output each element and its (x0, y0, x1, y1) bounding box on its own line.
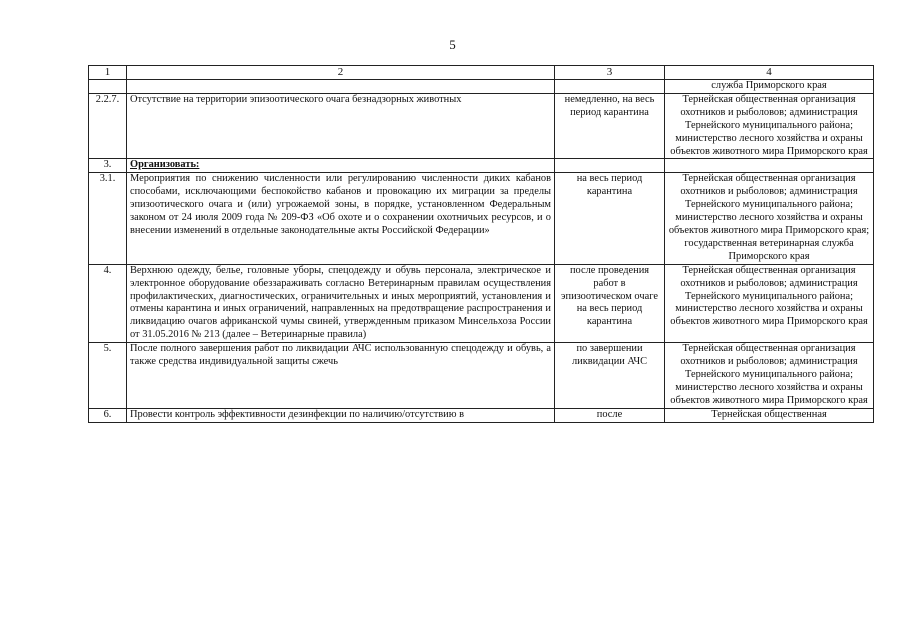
row-text: Провести контроль эффективности дезинфекции по наличию/отсутствию в (127, 408, 555, 422)
row-number (89, 80, 127, 94)
section-heading: Организовать: (127, 159, 555, 173)
row-responsible: Тернейская общественная организация охотников и рыболовов; администрация Тернейского муниципального района; министерство лесного хозяйства и охраны объектов животного мира Приморского края; государственная ветеринарная служба Приморского края (665, 173, 874, 264)
row-term (555, 80, 665, 94)
row-responsible (665, 159, 874, 173)
table-row (89, 343, 874, 409)
row-text (127, 80, 555, 94)
table-header-row (89, 66, 874, 80)
row-number: 2.2.7. (89, 93, 127, 159)
row-responsible: служба Приморского края (665, 80, 874, 94)
row-responsible: Тернейская общественная организация охотников и рыболовов; администрация Тернейского муниципального района; министерство лесного хозяйства и охраны объектов животного мира Приморского края (665, 264, 874, 342)
header-cell: 1 (89, 66, 127, 80)
table-row (89, 408, 874, 422)
table-row (89, 93, 874, 159)
row-text: После полного завершения работ по ликвидации АЧС использованную спецодежду и обувь, а также средства индивидуальной защиты сжечь (127, 343, 555, 409)
row-number: 3. (89, 159, 127, 173)
table-row (89, 159, 874, 173)
header-cell: 2 (127, 66, 555, 80)
row-number: 4. (89, 264, 127, 342)
measures-table (88, 65, 874, 423)
header-cell: 4 (665, 66, 874, 80)
row-responsible: Тернейская общественная (665, 408, 874, 422)
row-number: 6. (89, 408, 127, 422)
row-term: по завершении ликвидации АЧС (555, 343, 665, 409)
row-text: Отсутствие на территории эпизоотического очага безнадзорных животных (127, 93, 555, 159)
row-term: на весь период карантина (555, 173, 665, 264)
row-term: после (555, 408, 665, 422)
page-number: 5 (449, 37, 456, 52)
table-row (89, 264, 874, 342)
row-number: 3.1. (89, 173, 127, 264)
row-responsible: Тернейская общественная организация охотников и рыболовов; администрация Тернейского муниципального района; министерство лесного хозяйства и охраны объектов животного мира Приморского края (665, 93, 874, 159)
row-number: 5. (89, 343, 127, 409)
row-text: Верхнюю одежду, белье, головные уборы, спецодежду и обувь персонала, электрическое и электронное оборудование обеззараживать согласно Ветеринарным правилам осуществления профилактических, диагностических, ограничительных и иных мероприятий, установления и отмены карантина и иных ограничений, направленных на предотвращение распространения и ликвидацию очагов африканской чумы свиней, утвержденным приказом Минсельхоза России от 31.05.2016 № 213 (далее – Ветеринарные правила) (127, 264, 555, 342)
table-row (89, 80, 874, 94)
row-responsible: Тернейская общественная организация охотников и рыболовов; администрация Тернейского муниципального района; министерство лесного хозяйства и охраны объектов животного мира Приморского края (665, 343, 874, 409)
table-row (89, 173, 874, 264)
row-term (555, 159, 665, 173)
row-term: после проведения работ в эпизоотическом очаге на весь период карантина (555, 264, 665, 342)
row-term: немедленно, на весь период карантина (555, 93, 665, 159)
header-cell: 3 (555, 66, 665, 80)
row-text: Мероприятия по снижению численности или регулированию численности диких кабанов способами, исключающими беспокойство кабанов и провокацию их миграции за пределы эпизоотического очага и (или) угрожаемой зоны, в порядке, установленном Федеральным законом от 24 июля 2009 года № 209-ФЗ «Об охоте и о сохранении охотничьих ресурсов, и о внесении изменений в отдельные законодательные акты Российской Федерации» (127, 173, 555, 264)
